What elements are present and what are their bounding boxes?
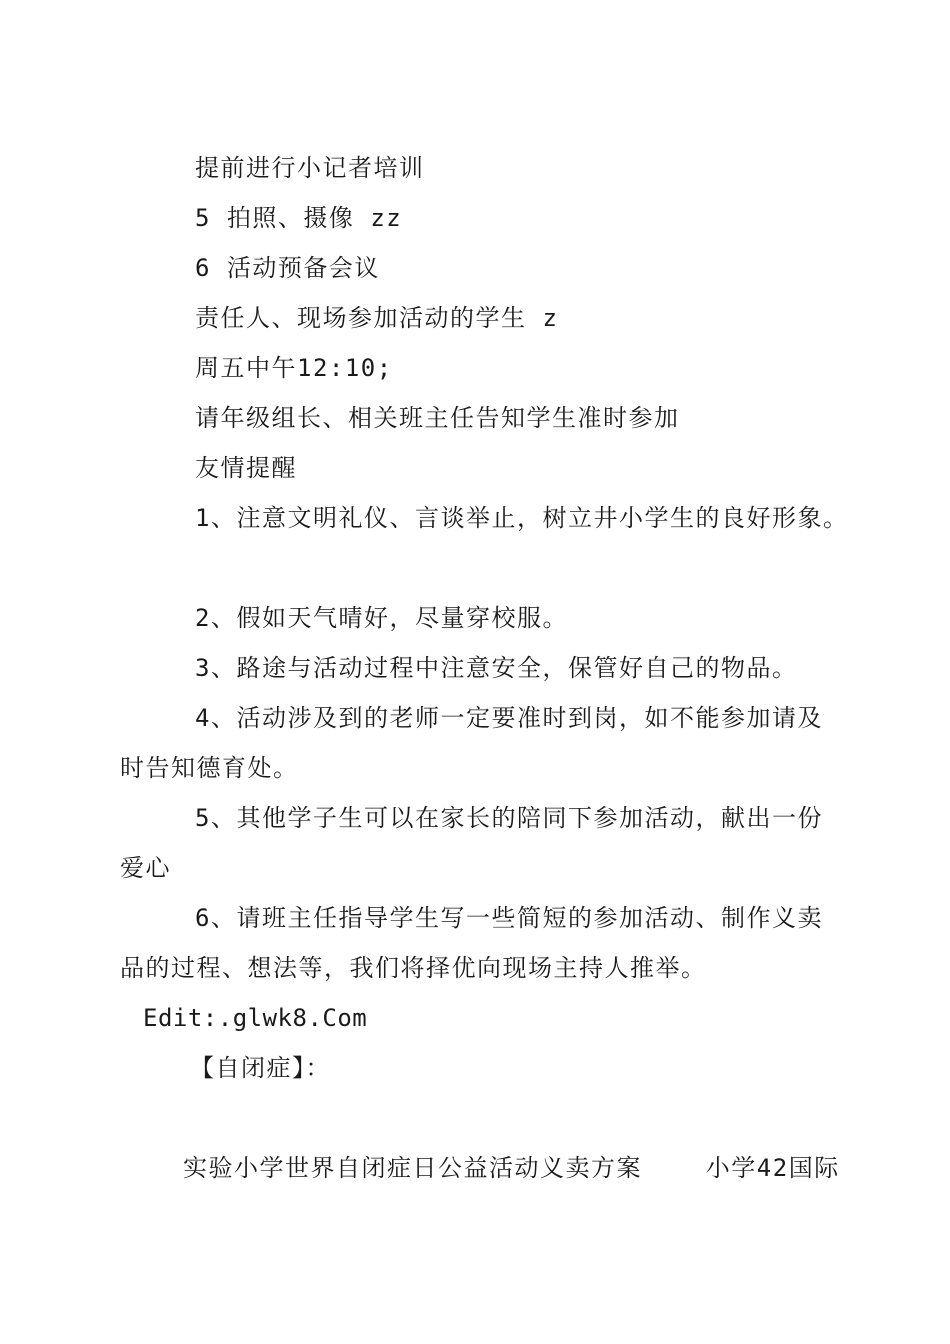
text-line-reminder-5: 5、其他学子生可以在家长的陪同下参加活动，献出一份 [195, 804, 823, 832]
text-line-reminder-4-cont: 时告知德育处。 [120, 754, 299, 782]
text-line-meeting: 6 活动预备会议 [195, 254, 380, 282]
text-line-reminder-heading: 友情提醒 [195, 454, 297, 482]
text-line-responsible: 责任人、现场参加活动的学生 z [195, 304, 559, 332]
text-line-reminder-4: 4、活动涉及到的老师一定要准时到岗，如不能参加请及 [195, 704, 823, 732]
text-line-edit-source: Edit:.glwk8.Com [143, 1004, 368, 1032]
text-line-reminder-1: 1、注意文明礼仪、言谈举止，树立井小学生的良好形象。 [195, 504, 849, 532]
text-line-reminder-2: 2、假如天气晴好，尽量穿校服。 [195, 604, 568, 632]
text-line-photo: 5 拍照、摄像 zz [195, 204, 403, 232]
text-line-reminder-6-cont: 品的过程、想法等，我们将择优向现场主持人推举。 [120, 954, 707, 982]
text-line-time: 周五中午12:10; [195, 354, 393, 382]
text-line-notify: 请年级组长、相关班主任告知学生准时参加 [195, 404, 680, 432]
text-line-article-title: 实验小学世界自闭症日公益活动义卖方案 小学42国际 [183, 1154, 840, 1182]
text-line-section-heading: 【自闭症】： [190, 1054, 331, 1082]
text-line-reminder-3: 3、路途与活动过程中注意安全，保管好自己的物品。 [195, 654, 798, 682]
text-line-reminder-5-cont: 爱心 [120, 854, 171, 882]
text-line-reminder-6: 6、请班主任指导学生写一些简短的参加活动、制作义卖 [195, 904, 823, 932]
text-line-training: 提前进行小记者培训 [195, 154, 425, 182]
